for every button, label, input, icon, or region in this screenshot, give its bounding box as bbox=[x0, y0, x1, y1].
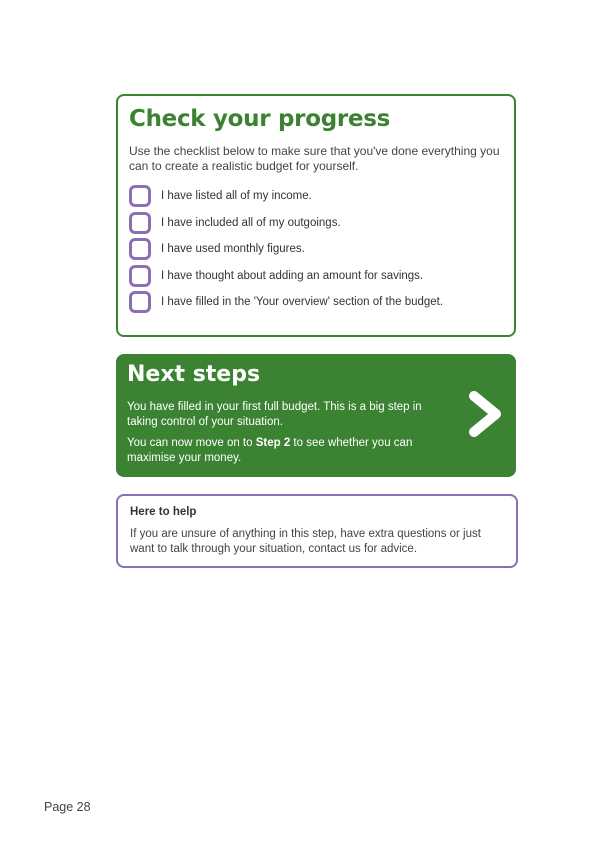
checkbox[interactable] bbox=[129, 291, 151, 313]
page-number: Page 28 bbox=[44, 800, 91, 814]
checkbox[interactable] bbox=[129, 185, 151, 207]
next-steps-text: to see whether you can maximise your money. bbox=[127, 437, 413, 464]
checklist-label: I have thought about adding an amount for savings. bbox=[161, 269, 424, 282]
checkbox[interactable] bbox=[129, 265, 151, 287]
checklist-item-monthly bbox=[129, 236, 503, 263]
chevron-right-icon[interactable] bbox=[466, 390, 506, 438]
checklist-item-overview bbox=[129, 289, 503, 316]
checklist-item-savings bbox=[129, 263, 503, 290]
next-steps-text: You can now move on to bbox=[127, 437, 256, 449]
step-2-link-text: Step 2 bbox=[255, 437, 291, 449]
help-text: If you are unsure of anything in this step, have extra questions or just want to talk through your situation, contact us for advice. bbox=[130, 528, 481, 555]
next-steps-title: Next steps bbox=[127, 362, 261, 387]
next-steps-box bbox=[116, 354, 516, 477]
checklist-item-income bbox=[129, 183, 503, 210]
checklist-label: I have filled in the 'Your overview' section of the budget. bbox=[161, 296, 444, 309]
progress-checklist-box bbox=[116, 94, 516, 337]
help-title: Here to help bbox=[130, 506, 197, 518]
progress-intro: Use the checklist below to make sure that you've done everything you can to create a realistic budget for yourself. bbox=[129, 144, 500, 173]
checkbox[interactable] bbox=[129, 212, 151, 234]
here-to-help-box bbox=[116, 494, 518, 568]
checklist-item-outgoings bbox=[129, 210, 503, 237]
next-steps-paragraph-2 bbox=[127, 436, 447, 466]
checkbox[interactable] bbox=[129, 238, 151, 260]
progress-title: Check your progress bbox=[129, 106, 391, 132]
checklist-label: I have listed all of my income. bbox=[161, 190, 312, 203]
checklist-label: I have included all of my outgoings. bbox=[161, 216, 341, 229]
checklist bbox=[129, 183, 503, 316]
next-steps-paragraph-1: You have filled in your first full budget. This is a big step in taking control of your situation. bbox=[127, 401, 422, 428]
checklist-label: I have used monthly figures. bbox=[161, 243, 305, 256]
